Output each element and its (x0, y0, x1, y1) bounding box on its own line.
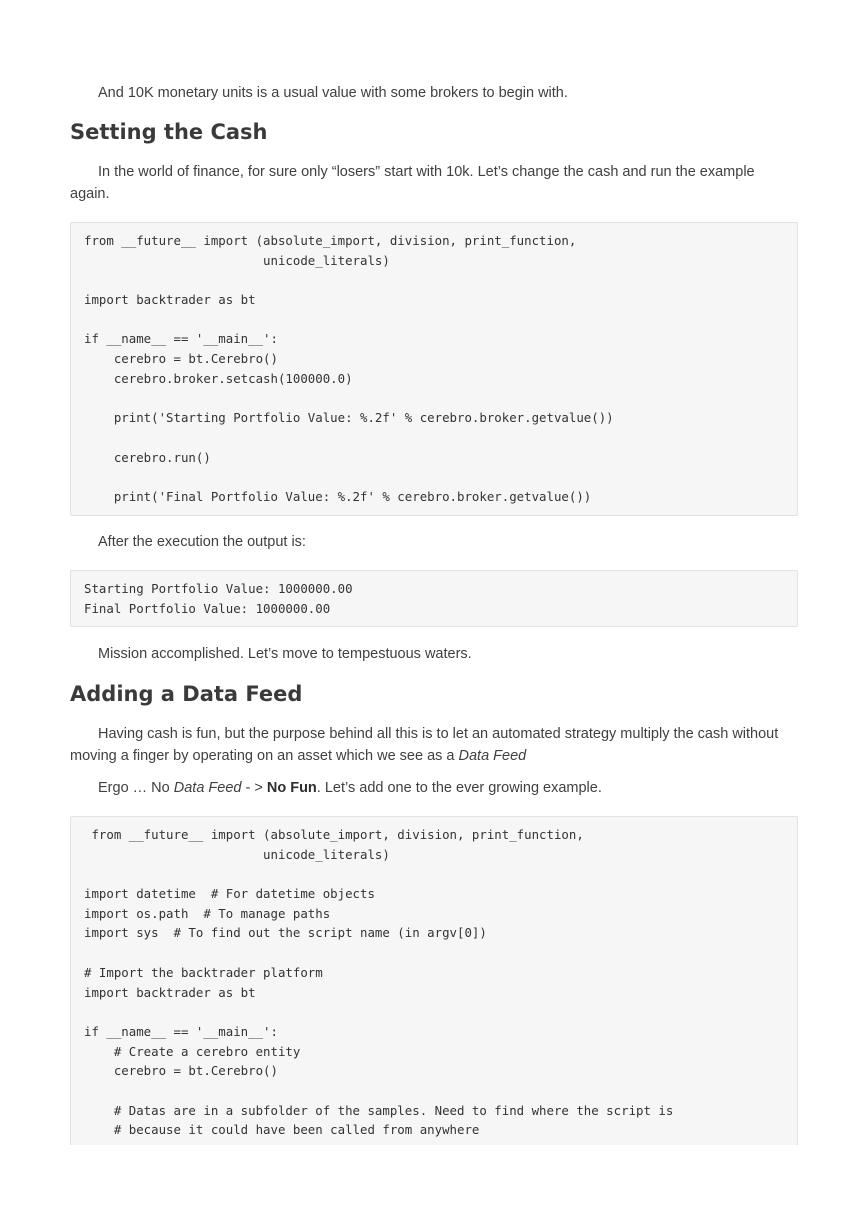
data-feed-paragraph (70, 723, 798, 767)
intro-paragraph: And 10K monetary units is a usual value with some brokers to begin with. (98, 85, 568, 101)
code-line: # Datas are in a subfolder of the samples. Need to find where the script is (84, 1102, 674, 1118)
code-line: from __future__ import (absolute_import, division, print_function, (84, 233, 577, 248)
mission-paragraph: Mission accomplished. Let’s move to tempestuous waters. (98, 646, 472, 662)
output-code-block (70, 570, 798, 627)
code-line: if __name__ == '__main__': (84, 331, 278, 347)
code-line: cerebro.run() (84, 449, 211, 465)
ergo-arrow: - > (241, 780, 267, 796)
code-line: cerebro = bt.Cerebro() (84, 1063, 278, 1079)
code-line: # Import the backtrader platform (84, 964, 323, 980)
code-line: if __name__ == '__main__': (84, 1023, 278, 1039)
data-feed-heading: Adding a Data Feed (70, 682, 303, 706)
code-line: cerebro.broker.setcash(100000.0) (84, 370, 353, 386)
setting-cash-heading: Setting the Cash (70, 120, 268, 144)
code-line (84, 467, 784, 487)
code-line: # because it could have been called from anywhere (84, 1122, 480, 1138)
code-line: print('Final Portfolio Value: %.2f' % cerebro.broker.getvalue()) (84, 488, 592, 504)
code-line (84, 310, 784, 330)
setcash-code-block (70, 222, 798, 516)
code-line: import datetime # For datetime objects (84, 886, 375, 902)
ergo-text-end: . Let’s add one to the ever growing example. (316, 780, 602, 796)
code-line: cerebro = bt.Cerebro() (84, 351, 278, 367)
code-line (84, 1081, 784, 1101)
code-line: from __future__ import (absolute_import, division, print_function, (84, 827, 584, 842)
code-line (84, 864, 784, 884)
data-feed-emphasis: Data Feed (458, 748, 527, 764)
ergo-text-start: Ergo … No (98, 780, 174, 796)
code-line: Starting Portfolio Value: 1000000.00 (84, 581, 353, 596)
ergo-no-fun-strong: No Fun (266, 780, 317, 796)
after-execution-paragraph: After the execution the output is: (98, 534, 306, 550)
data-feed-paragraph-text: Having cash is fun, but the purpose behind all this is to let an automated strategy multiply the cash without moving a finger by operating on an asset which we see as a (70, 726, 779, 764)
code-line: import sys # To find out the script name (in argv[0]) (84, 925, 487, 941)
ergo-data-feed-emphasis: Data Feed (173, 780, 242, 796)
ergo-paragraph (70, 777, 798, 799)
code-line: print('Starting Portfolio Value: %.2f' % cerebro.broker.getvalue()) (84, 410, 614, 426)
code-line (84, 1002, 784, 1022)
setting-cash-paragraph: In the world of finance, for sure only “losers” start with 10k. Let’s change the cash and run the example again. (70, 164, 755, 202)
code-line: Final Portfolio Value: 1000000.00 (84, 600, 331, 616)
code-line: unicode_literals) (84, 252, 390, 268)
code-line: unicode_literals) (84, 846, 390, 862)
code-line (84, 428, 784, 448)
code-line (84, 270, 784, 290)
code-line (84, 389, 784, 409)
code-line: import backtrader as bt (84, 984, 256, 1000)
code-line: import os.path # To manage paths (84, 905, 331, 921)
data-feed-code-block (70, 816, 798, 1145)
code-line (84, 943, 784, 963)
code-line: # Create a cerebro entity (84, 1043, 301, 1059)
code-line: import backtrader as bt (84, 292, 256, 308)
